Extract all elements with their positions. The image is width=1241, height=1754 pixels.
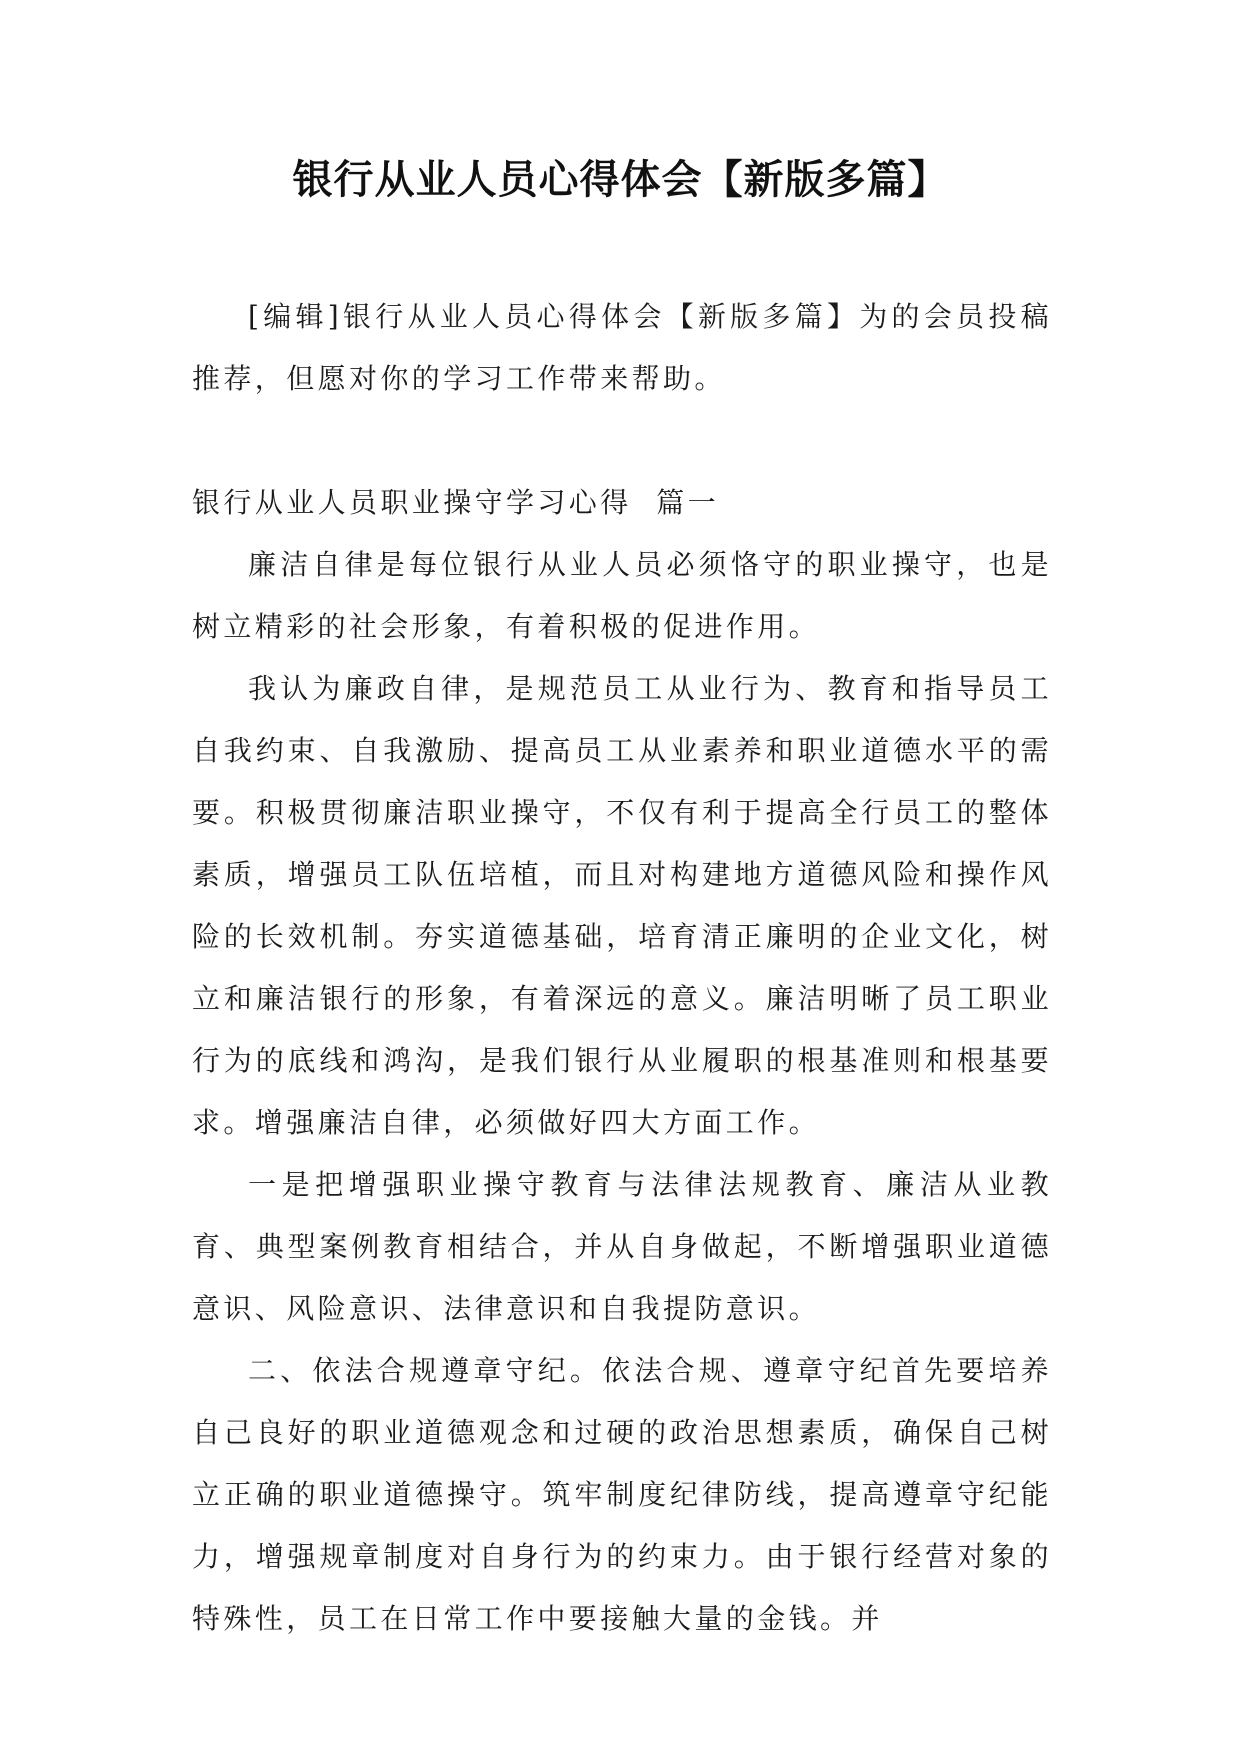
intro-paragraph: [编辑]银行从业人员心得体会【新版多篇】为的会员投稿推荐，但愿对你的学习工作带来帮助。 [192,300,1052,395]
section-heading: 银行从业人员职业操守学习心得 篇一 [192,486,720,519]
body-paragraph: 一是把增强职业操守教育与法律法规教育、廉洁从业教育、典型案例教育相结合，并从自身做起，不断增强职业道德意识、风险意识、法律意识和自我提防意识。 [192,1168,1052,1325]
document-body [192,286,1052,1650]
body-paragraph: 廉洁自律是每位银行从业人员必须恪守的职业操守，也是树立精彩的社会形象，有着积极的促进作用。 [192,548,1052,643]
document-title: 银行从业人员心得体会【新版多篇】 [292,157,949,203]
body-paragraph: 我认为廉政自律，是规范员工从业行为、教育和指导员工自我约束、自我激励、提高员工从业素养和职业道德水平的需要。积极贯彻廉洁职业操守，不仅有利于提高全行员工的整体素质，增强员工队伍培植，而且对构建地方道德风险和操作风险的长效机制。夯实道德基础，培育清正廉明的企业文化，树立和廉洁银行的形象，有着深远的意义。廉洁明晰了员工职业行为的底线和鸿沟，是我们银行从业履职的根基准则和根基要求。增强廉洁自律，必须做好四大方面工作。 [192,672,1052,1139]
body-paragraph: 二、依法合规遵章守纪。依法合规、遵章守纪首先要培养自己良好的职业道德观念和过硬的政治思想素质，确保自己树立正确的职业道德操守。筑牢制度纪律防线，提高遵章守纪能力，增强规章制度对自身行为的约束力。由于银行经营对象的特殊性，员工在日常工作中要接触大量的金钱。并 [192,1354,1052,1635]
